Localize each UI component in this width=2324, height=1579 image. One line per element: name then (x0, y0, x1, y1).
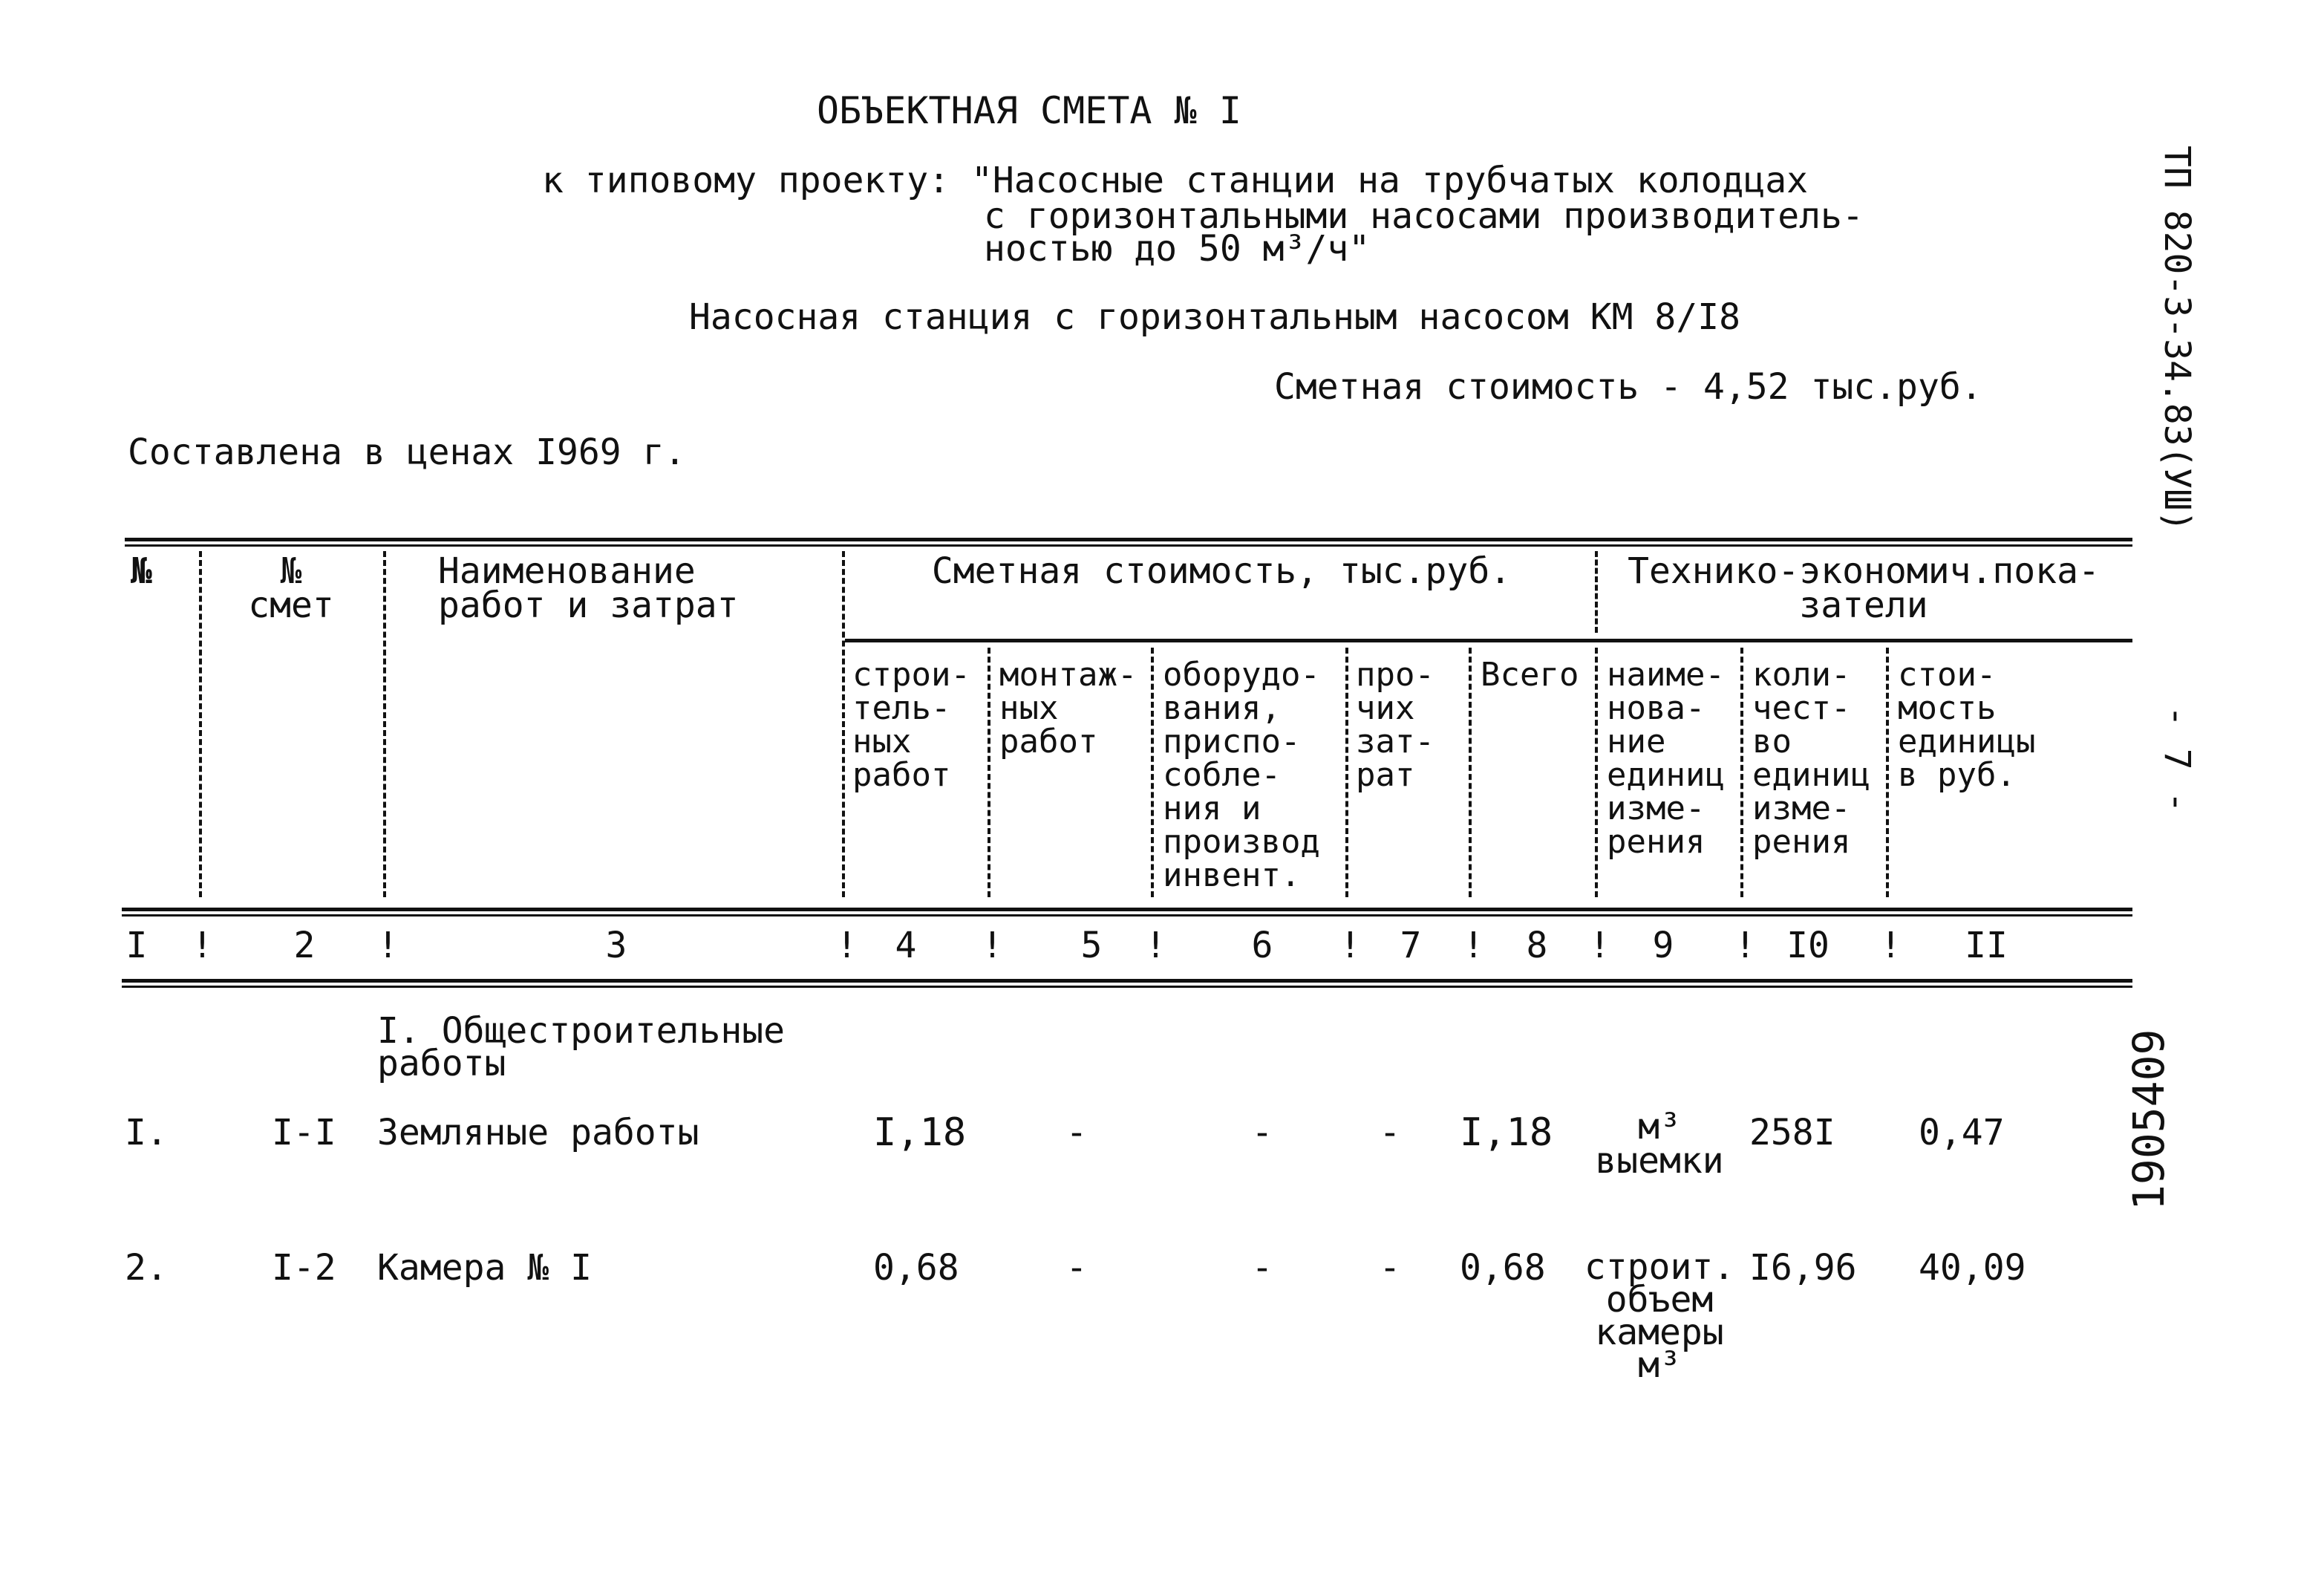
page-number: - 7 - (2156, 706, 2198, 813)
header-group-cost: Сметная стоимость, тыс.руб. (931, 550, 1512, 592)
row-2-c10: I6,96 (1749, 1247, 1857, 1289)
col-number: 8 (1526, 925, 1548, 966)
row-1-smet: I-I (272, 1112, 336, 1153)
row-2-c8: 0,68 (1460, 1247, 1546, 1289)
col-sep (1469, 648, 1472, 897)
header-c6: оборудо- вания, приспо- собле- ния и производ инвент. (1163, 656, 1320, 894)
header-c11: стои- мость единицы в руб. (1898, 656, 2036, 794)
row-1-c9: м³ выемки (1595, 1106, 1724, 1182)
col-number-sep: ! (1339, 925, 1361, 966)
header-group-tech: Технико-экономич.пока- затели (1628, 550, 2100, 626)
project-line-2: с горизонтальными насосами производитель- (984, 195, 1864, 237)
header-c9: наиме- нова- ние единиц изме- рения (1607, 656, 1725, 861)
header-c5: монтаж- ных работ (999, 656, 1137, 761)
col-number: 2 (293, 925, 316, 966)
row-2-c4: 0,68 (873, 1247, 959, 1289)
group-header-rule (845, 639, 2132, 642)
header-bottom-rule (122, 908, 2132, 911)
row-2-smet: I-2 (272, 1247, 336, 1289)
col-number-sep: ! (1145, 925, 1166, 966)
estimated-cost: Сметная стоимость - 4,52 тыс.руб. (1274, 366, 1982, 408)
col-sep (383, 551, 386, 897)
page-title: ОБЪЕКТНАЯ СМЕТА № I (817, 89, 1241, 132)
header-bottom-rule-2 (122, 914, 2132, 917)
stamp-number: 1905409 (2124, 1029, 2174, 1211)
header-c8: Всего (1481, 656, 1579, 694)
col-sep (1151, 648, 1154, 897)
row-1-c5: - (1065, 1112, 1088, 1153)
col-number-sep: ! (836, 925, 858, 966)
row-2-c7: - (1379, 1247, 1401, 1289)
header-smet: № смет (248, 550, 334, 626)
header-c10: коли- чест- во единиц изме- рения (1752, 656, 1870, 861)
col-number-sep: ! (982, 925, 1003, 966)
col-number: 9 (1652, 925, 1674, 966)
station-name: Насосная станция с горизонтальным насосом КМ 8/I8 (689, 296, 1741, 338)
row-1-no: I. (125, 1112, 168, 1153)
row-2-c6: - (1251, 1247, 1273, 1289)
project-line-1: к типовому проекту: "Насосные станции на трубчатых колодцах (542, 160, 1809, 201)
col-number: 5 (1080, 925, 1103, 966)
project-code: ТП 820-3-34.83(УШ) (2156, 146, 2198, 533)
row-2-name: Камера № I (377, 1247, 592, 1289)
column-numbers-rule-2 (122, 986, 2132, 988)
col-number: 6 (1251, 925, 1273, 966)
col-sep (1345, 648, 1348, 897)
row-1-c7: - (1379, 1112, 1401, 1153)
table-top-rule (125, 538, 2132, 541)
col-number-sep: ! (1880, 925, 1902, 966)
row-1-c4: I,18 (873, 1110, 967, 1155)
col-number-sep: ! (1589, 925, 1610, 966)
row-1-c6: - (1251, 1112, 1273, 1153)
column-numbers-rule (122, 979, 2132, 983)
col-sep (1595, 551, 1598, 633)
col-number: I (125, 925, 148, 966)
col-sep (842, 551, 845, 897)
row-2-c9: строит. объем камеры м³ (1584, 1246, 1735, 1386)
header-c4: строи- тель- ных работ (852, 656, 970, 794)
col-sep (1740, 648, 1743, 897)
col-number: 3 (605, 925, 627, 966)
row-1-c11: 0,47 (1919, 1112, 2005, 1153)
prices-note: Составлена в ценах I969 г. (128, 432, 686, 473)
row-1-c10: 258I (1749, 1112, 1835, 1153)
header-c7: про- чих зат- рат (1356, 656, 1434, 794)
header-no: № (131, 550, 152, 592)
col-sep (1595, 648, 1598, 897)
col-sep (199, 551, 202, 897)
row-2-c11: 40,09 (1919, 1247, 2026, 1289)
col-number: 7 (1400, 925, 1422, 966)
project-line-3: ностью до 50 м³/ч" (984, 228, 1371, 270)
table-top-rule-2 (125, 544, 2132, 547)
row-1-c8: I,18 (1460, 1110, 1553, 1155)
col-sep (1886, 648, 1889, 897)
header-name: Наименование работ и затрат (438, 550, 739, 626)
col-number: II (1965, 925, 2008, 966)
col-number: 4 (895, 925, 917, 966)
section-title: I. Общестроительные работы (377, 1010, 786, 1084)
col-number-sep: ! (1463, 925, 1484, 966)
col-number-sep: ! (1734, 925, 1756, 966)
col-number-sep: ! (192, 925, 213, 966)
col-number: I0 (1786, 925, 1830, 966)
col-sep (988, 648, 990, 897)
row-2-no: 2. (125, 1247, 168, 1289)
col-number-sep: ! (377, 925, 399, 966)
row-1-name: Земляные работы (377, 1112, 699, 1153)
row-2-c5: - (1065, 1247, 1088, 1289)
